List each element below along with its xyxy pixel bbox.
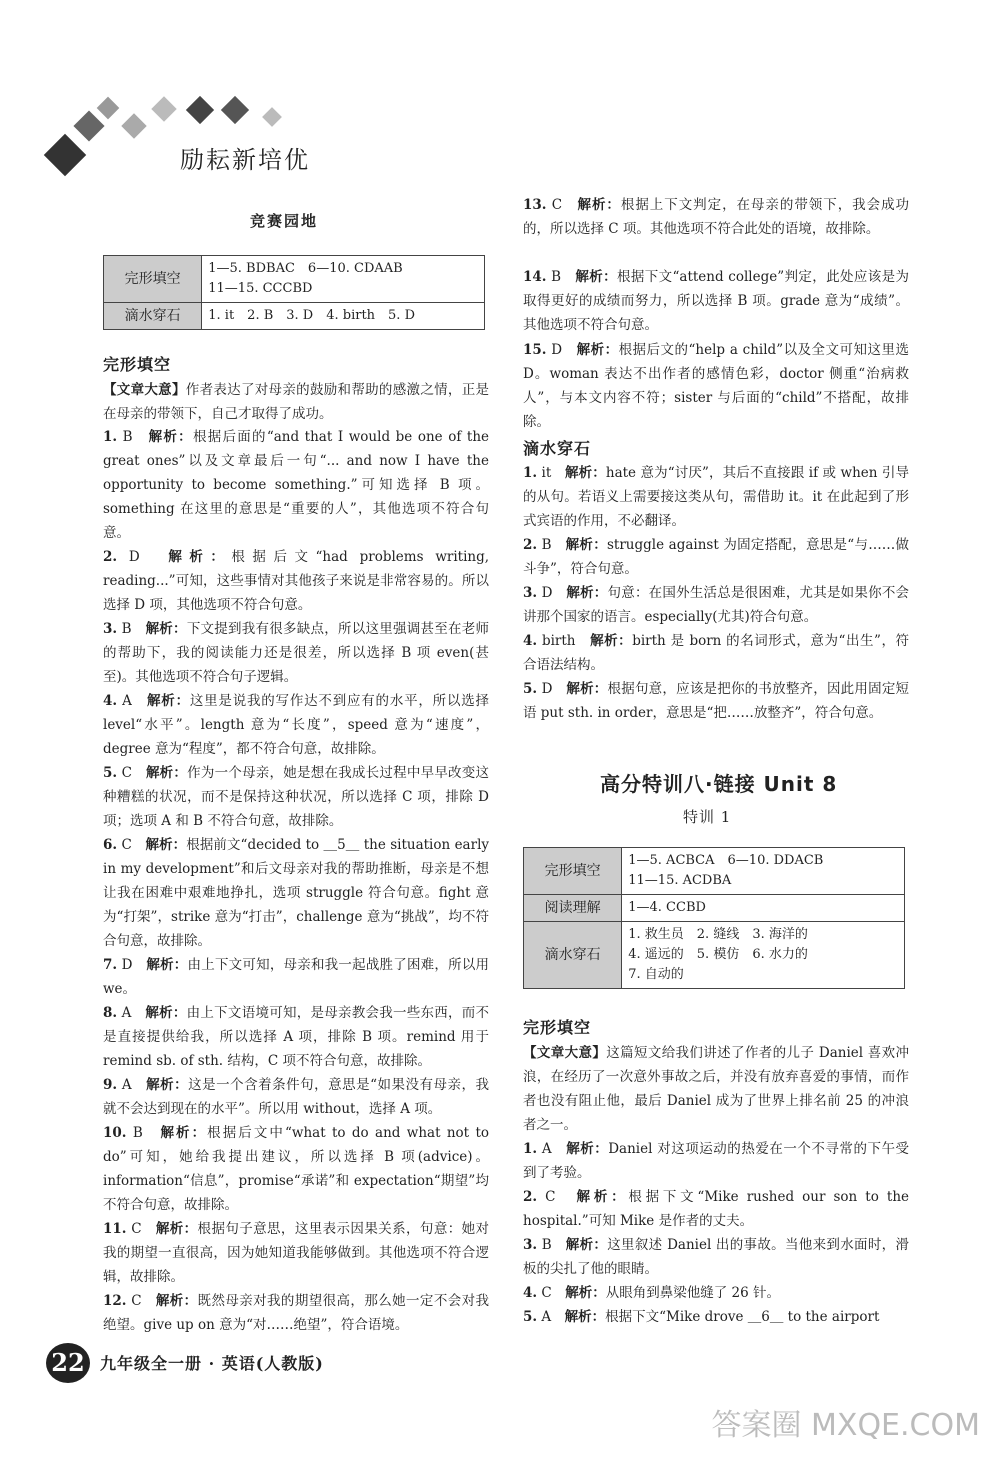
table-value [202, 303, 485, 330]
answer-item [103, 1289, 489, 1337]
item-text: hate 意为“讨厌”，其后不直接跟 if 或 when 引导的从句。若语义上需要接这类从句，需借助 it。it 在此起到了形式宾语的作用，不必翻译。 [523, 465, 910, 529]
item-answer: D [121, 957, 133, 973]
item-answer: it [541, 465, 552, 481]
table-value [202, 256, 485, 303]
item-number: 2. [523, 1189, 538, 1205]
item-number: 2. [523, 537, 538, 553]
table-label: 滴水穿石 [104, 303, 202, 330]
drip-heading: 滴水穿石 [523, 439, 592, 458]
item-answer: C [541, 1285, 552, 1301]
item-answer: C [545, 1189, 556, 1205]
item-answer: A [121, 1077, 132, 1093]
answer-line: 1—4. CCBD [628, 900, 706, 915]
item-number: 7. [103, 957, 118, 973]
page-number: 22 [46, 1343, 90, 1383]
item-number: 8. [103, 1005, 118, 1021]
analysis-label: 解析： [146, 957, 188, 973]
analysis-label: 解析： [576, 342, 619, 358]
book-title: 九年级全一册 · 英语(人教版) [100, 1354, 324, 1373]
analysis-label: 解析： [160, 1125, 208, 1141]
item-text: 根据下文“Mike drove ＿6＿ to the airport [605, 1309, 880, 1325]
item-text: 根据前文“decided to ＿5＿ the situation early in my development”和后文母亲对我的帮助推断，母亲是不想让我在困难中艰难地挣扎，选项 struggle 符合句意。fight 意为“打架”，strike 意为“打击”，challenge 意为“挑战”，均不符合句意，故排除。 [103, 837, 490, 949]
answer-line: 1. it 2. B 3. D 4. birth 5. D [208, 308, 415, 323]
item-number: 9. [103, 1077, 118, 1093]
cloze-heading: 完形填空 [103, 355, 172, 374]
answer-item [103, 833, 489, 953]
item-number: 3. [103, 621, 118, 637]
answer-item [103, 1073, 489, 1121]
cloze-heading-2: 完形填空 [523, 1018, 592, 1037]
item-text: 根据句意，应该是把你的书放整齐，因此用固定短语 put sth. in order，意思是“把……放整齐”，符合句意。 [523, 681, 910, 721]
item-number: 1. [523, 465, 538, 481]
table-value [622, 922, 905, 989]
analysis-label: 解析： [145, 837, 187, 853]
answer-item [523, 1305, 909, 1329]
analysis-label: 解析： [565, 537, 607, 553]
summary-text: 作者表达了对母亲的鼓励和帮助的感激之情，正是在母亲的带领下，自己才取得了成功。 [103, 382, 490, 422]
item-text: struggle against 为固定搭配，意思是“与……做斗争”，符合句意。 [523, 537, 910, 577]
answer-item [523, 581, 909, 629]
item-number: 1. [523, 1141, 538, 1157]
analysis-label: 解析： [145, 621, 187, 637]
analysis-label: 解析： [590, 633, 633, 649]
item-text: 根据后文中“what to do and what not to do”可知，她给我提出建议，所以选择 B 项(advice)。information“信息”，promise“承诺”和 expectation“期望”均不符合句意，故排除。 [103, 1125, 490, 1213]
item-answer: C [121, 837, 132, 853]
decor-diamond-icon [44, 134, 86, 176]
table-value [622, 895, 905, 922]
item-number: 4. [523, 633, 538, 649]
analysis-label: 解析： [145, 765, 188, 781]
item-text: 这是一个含着条件句，意思是“如果没有母亲，我就不会达到现在的水平”。所以用 without，选择 A 项。 [103, 1077, 490, 1117]
answer-item [523, 338, 909, 434]
item-text: 由上下文语境可知，是母亲教会我一些东西，而不是直接提供给我，所以选择 A 项，排除 B 项。remind 用于 remind sb. of sth. 结构，C 项不符合句意，故排除。 [103, 1005, 490, 1069]
analysis-label: 解析： [575, 269, 617, 285]
analysis-label: 解析： [155, 1221, 198, 1237]
item-number: 5. [103, 765, 118, 781]
item-text: 这里叙述 Daniel 出的事故。当他来到水面时，滑板的尖扎了他的眼睛。 [523, 1237, 910, 1277]
answer-item [103, 545, 489, 617]
item-answer: D [541, 681, 553, 697]
decor-diamond-icon [151, 96, 176, 121]
decor-diamond-icon [186, 96, 214, 124]
table-label: 完形填空 [524, 848, 622, 895]
item-number: 3. [523, 585, 538, 601]
analysis-label: 解析： [565, 465, 606, 481]
analysis-label: 解析： [566, 585, 608, 601]
item-number: 4. [523, 1285, 538, 1301]
item-text: 根据上下文判定，在母亲的带领下，我会成功的，所以选择 C 项。其他选项不符合此处的语境，故排除。 [523, 197, 910, 237]
item-text: 句意：在国外生活总是很困难，尤其是如果你不会讲那个国家的语言。especially(尤其)符合句意。 [523, 585, 910, 625]
brand-header [40, 95, 500, 225]
item-text: 作为一个母亲，她是想在我成长过程中早早改变这种糟糕的状况，而不是保持这种状况，所以选择 C 项，排除 D 项；选项 A 和 B 不符合句意，故排除。 [103, 765, 490, 829]
answer-line: 1—5. BDBAC 6—10. CDAAB [208, 261, 403, 276]
analysis-label: 解析： [565, 1237, 608, 1253]
item-text: Daniel 对这项运动的热爱在一个不寻常的下午受到了考验。 [523, 1141, 909, 1181]
decor-diamond-icon [73, 110, 104, 141]
analysis-label: 解析： [566, 681, 608, 697]
training-subtitle: 特训 1 [683, 808, 732, 826]
answer-item [523, 677, 909, 725]
item-text: birth 是 born 的名词形式，意为“出生”，符合语法结构。 [523, 633, 910, 673]
item-number: 5. [523, 1309, 538, 1325]
item-text: 根据下文“Mike rushed our son to the hospital.”可知 Mike 是作者的丈夫。 [523, 1189, 910, 1229]
answer-item [103, 689, 489, 761]
item-text: 这里是说我的写作达不到应有的水平，所以选择 level“水平”。length 意为“长度”，speed 意为“速度”，degree 意为“程度”，都不符合句意，故排除。 [103, 693, 490, 757]
analysis-label: 解析： [565, 1285, 606, 1301]
answer-item [523, 629, 909, 677]
item-answer: B [541, 537, 552, 553]
item-text: 下文提到我有很多缺点，所以这里强调甚至在老师的帮助下，我的阅读能力还是很差，所以选择 B 项 even(甚至)。其他选项不符合句子逻辑。 [103, 621, 490, 685]
decor-diamond-icon [221, 96, 249, 124]
item-text: 根据下文“attend college”判定，此处应该是为取得更好的成绩而努力，所以选择 B 项。grade 意为“成绩”。其他选项不符合句意。 [523, 269, 910, 333]
analysis-label: 解析： [147, 693, 190, 709]
item-text: 根据后文的“help a child”以及全文可知这里选 D。woman 表达不出作者的感情色彩，doctor 侧重“治病救人”，与本文内容不符；sister 与后面的“child”不搭配，故排除。 [523, 342, 909, 430]
answer-item [103, 1001, 489, 1073]
item-answer: D [128, 549, 140, 565]
summary-text: 这篇短文给我们讲述了作者的儿子 Daniel 喜欢冲浪，在经历了一次意外事故之后，并没有放弃喜爱的事情，而作者也没有阻止他，最后 Daniel 成为了世界上排名前 25 的冲浪者之一。 [523, 1045, 909, 1133]
item-answer: B [551, 269, 562, 285]
item-answer: A [121, 1005, 132, 1021]
item-answer: A [541, 1309, 552, 1325]
answer-item [103, 1121, 489, 1217]
item-answer: B [122, 429, 133, 445]
item-answer: B [121, 621, 132, 637]
item-number: 10. [103, 1125, 127, 1141]
answer-item [103, 953, 489, 1001]
section-title: 竞赛园地 [250, 212, 319, 230]
answer-item [523, 461, 909, 533]
item-number: 11. [103, 1221, 127, 1237]
answer-item [523, 1185, 909, 1233]
answer-line: 1. 救生员 2. 缝线 3. 海洋的 [628, 927, 808, 942]
item-number: 1. [103, 429, 118, 445]
item-answer: A [541, 1141, 552, 1157]
item-text: 由上下文可知，母亲和我一起战胜了困难，所以用 we。 [103, 957, 490, 997]
item-text: 既然母亲对我的期望很高，那么她一定不会对我绝望。give up on 意为“对……绝望”，符合语境。 [103, 1293, 490, 1333]
analysis-label: 解析： [576, 1189, 629, 1205]
item-text: 根据句子意思，这里表示因果关系，句意：她对我的期望一直很高，因为她知道我能够做到。其他选项不符合逻辑，故排除。 [103, 1221, 490, 1285]
answer-item [523, 533, 909, 581]
answer-item [103, 761, 489, 833]
analysis-label: 解析： [155, 1293, 198, 1309]
summary-tag: 【文章大意】 [523, 1045, 607, 1061]
brand-title: 励耘新培优 [180, 146, 310, 174]
answer-table-2 [523, 847, 905, 989]
answer-item [523, 1137, 909, 1185]
decor-diamond-icon [97, 97, 120, 120]
item-text: 从眼角到鼻梁他缝了 26 针。 [605, 1285, 780, 1301]
table-label: 阅读理解 [524, 895, 622, 922]
item-answer: D [551, 342, 563, 358]
item-answer: C [131, 1293, 142, 1309]
item-number: 5. [523, 681, 538, 697]
analysis-label: 解析： [146, 1077, 189, 1093]
analysis-label: 解析： [566, 1141, 609, 1157]
answer-line: 1—5. ACBCA 6—10. DDACB [628, 853, 824, 868]
item-answer: C [131, 1221, 142, 1237]
answer-item [523, 265, 909, 337]
answer-line: 7. 自动的 [628, 967, 684, 982]
item-text: 根据后面的“and that I would be one of the great ones”以及文章最后一句“... and now I have the opportunity to become something.”可知选择 B 项。something 在这里的意思是“重要的人”，其他选项不符合句意。 [103, 429, 490, 541]
item-number: 14. [523, 269, 547, 285]
item-number: 15. [523, 342, 547, 358]
item-number: 3. [523, 1237, 538, 1253]
answer-item [103, 1217, 489, 1289]
analysis-label: 解析： [148, 429, 193, 445]
table-label: 滴水穿石 [524, 922, 622, 989]
summary-2 [523, 1041, 909, 1137]
answer-item [103, 425, 489, 545]
analysis-label: 解析： [168, 549, 232, 565]
item-answer: A [122, 693, 132, 709]
item-answer: D [541, 585, 553, 601]
decor-diamond-icon [121, 113, 146, 138]
analysis-label: 解析： [577, 197, 621, 213]
answer-line: 4. 遥远的 5. 模仿 6. 水力的 [628, 947, 808, 962]
item-answer: birth [541, 633, 576, 649]
item-answer: B [541, 1237, 552, 1253]
unit-title: 高分特训八·链接 Unit 8 [600, 772, 838, 796]
item-answer: C [121, 765, 132, 781]
item-number: 13. [523, 197, 547, 213]
summary [103, 378, 489, 426]
table-value [622, 848, 905, 895]
answer-item [523, 1233, 909, 1281]
analysis-label: 解析： [564, 1309, 606, 1325]
answer-line: 11—15. CCCBD [208, 281, 313, 296]
table-label: 完形填空 [104, 256, 202, 303]
summary-tag: 【文章大意】 [103, 382, 186, 398]
decor-diamond-icon [262, 107, 282, 127]
answer-item [523, 1281, 909, 1305]
item-number: 2. [103, 549, 118, 565]
answer-table [103, 255, 485, 330]
item-number: 6. [103, 837, 118, 853]
item-number: 12. [103, 1293, 127, 1309]
item-answer: B [132, 1125, 143, 1141]
item-text: 根据后文“had problems writing, reading...”可知，这些事情对其他孩子来说是非常容易的。所以选择 D 项，其他选项不符合句意。 [103, 549, 490, 613]
analysis-label: 解析： [145, 1005, 187, 1021]
watermark: 答案圈 MXQE.COM [711, 1408, 980, 1443]
answer-line: 11—15. ACDBA [628, 873, 732, 888]
answer-item [103, 617, 489, 689]
answer-item [523, 193, 909, 241]
item-answer: C [551, 197, 563, 213]
item-number: 4. [103, 693, 118, 709]
